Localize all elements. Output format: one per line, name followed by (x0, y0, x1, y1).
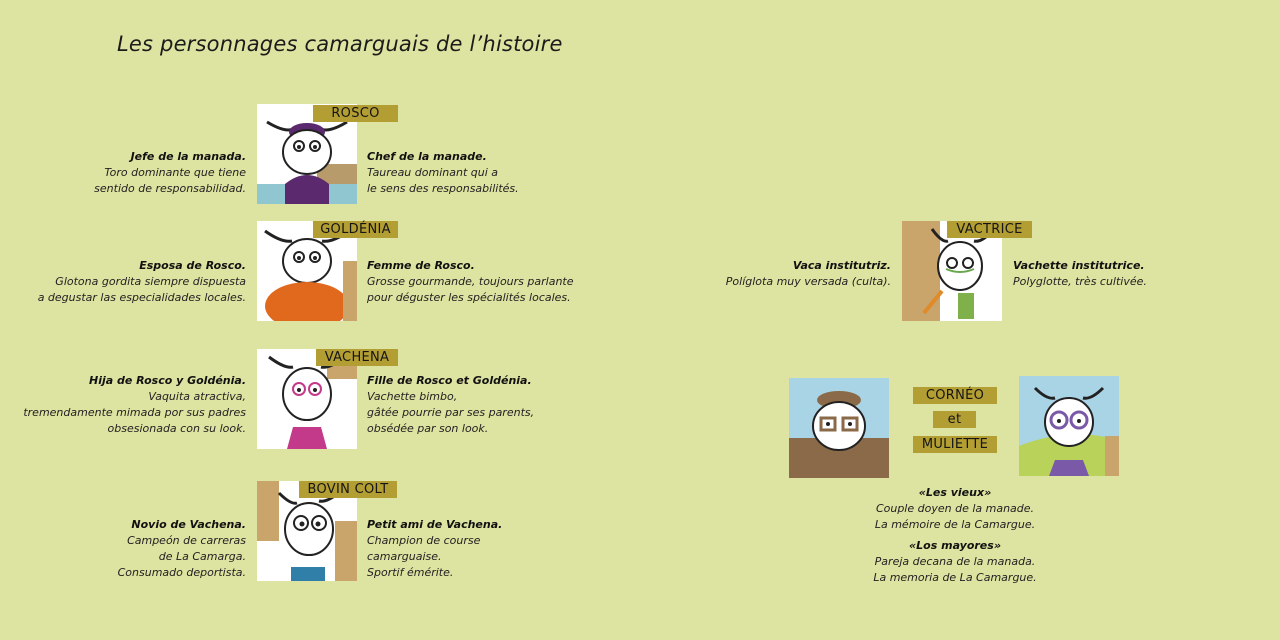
goldenia-fr-text (367, 258, 574, 306)
vactrice-es-text (726, 258, 891, 290)
vactrice-name-label: VACTRICE (947, 221, 1032, 238)
couple-conjunction-label: et (933, 411, 976, 428)
text-line: Couple doyen de la manade. (875, 502, 1035, 515)
text-line: Vaca institutriz. (792, 259, 891, 272)
vachena-es-text (23, 373, 246, 437)
text-line: Polyglotte, très cultivée. (1013, 275, 1147, 288)
text-line: pour déguster les spécialités locales. (367, 291, 571, 304)
text-line: Glotona gordita siempre dispuesta (55, 275, 246, 288)
muliette-portrait (1019, 376, 1119, 476)
text-line: Políglota muy versada (culta). (725, 275, 891, 288)
text-line: camarguaise. (367, 550, 442, 563)
corneo-portrait (789, 378, 889, 478)
text-line: La mémoire de la Camargue. (874, 518, 1036, 531)
text-line: Toro dominante que tiene (104, 166, 246, 179)
text-line: Hija de Rosco y Goldénia. (89, 374, 246, 387)
text-line: de La Camarga. (158, 550, 246, 563)
couple-es-text (840, 538, 1070, 586)
page-title: Les personnages camarguais de l’histoire (117, 32, 563, 56)
text-line: Novio de Vachena. (131, 518, 246, 531)
text-line: Esposa de Rosco. (139, 259, 246, 272)
text-line: Pareja decana de la manada. (874, 555, 1036, 568)
rosco-name-label: ROSCO (313, 105, 398, 122)
text-line: obsesionada con su look. (107, 422, 246, 435)
text-line: Petit ami de Vachena. (367, 518, 503, 531)
goldenia-es-text (38, 258, 246, 306)
text-line: «Les vieux» (918, 486, 992, 499)
vachena-fr-text (367, 373, 534, 437)
text-line: Champion de course (367, 534, 481, 547)
vachena-name-label: VACHENA (316, 349, 398, 366)
text-line: le sens des responsabilités. (367, 182, 519, 195)
text-line: Sportif émérite. (367, 566, 454, 579)
couple-fr-text (840, 485, 1070, 533)
text-line: Campeón de carreras (127, 534, 246, 547)
text-line: gâtée pourrie par ses parents, (367, 406, 535, 419)
text-line: Fille de Rosco et Goldénia. (367, 374, 532, 387)
text-line: sentido de responsabilidad. (94, 182, 246, 195)
text-line: a degustar las especialidades locales. (37, 291, 246, 304)
text-line: Femme de Rosco. (367, 259, 475, 272)
text-line: Vachette bimbo, (367, 390, 458, 403)
text-line: Taureau dominant qui a (367, 166, 499, 179)
text-line: Vachette institutrice. (1013, 259, 1145, 272)
text-line: Consumado deportista. (117, 566, 246, 579)
text-line: «Los mayores» (909, 539, 1001, 552)
rosco-es-text (94, 149, 246, 197)
bovin-colt-name-label: BOVIN COLT (299, 481, 397, 498)
bovin-colt-es-text (118, 517, 246, 581)
text-line: Grosse gourmande, toujours parlante (367, 275, 574, 288)
text-line: obsédée par son look. (367, 422, 489, 435)
text-line: Jefe de la manada. (130, 150, 246, 163)
vactrice-fr-text (1013, 258, 1147, 290)
corneo-name-label: CORNÉO (913, 387, 997, 404)
text-line: La memoria de La Camargue. (873, 571, 1037, 584)
text-line: Chef de la manade. (367, 150, 487, 163)
goldenia-name-label: GOLDÉNIA (313, 221, 398, 238)
text-line: tremendamente mimada por sus padres (23, 406, 246, 419)
rosco-fr-text (367, 149, 519, 197)
bovin-colt-fr-text (367, 517, 502, 581)
muliette-name-label: MULIETTE (913, 436, 997, 453)
text-line: Vaquita atractiva, (148, 390, 246, 403)
